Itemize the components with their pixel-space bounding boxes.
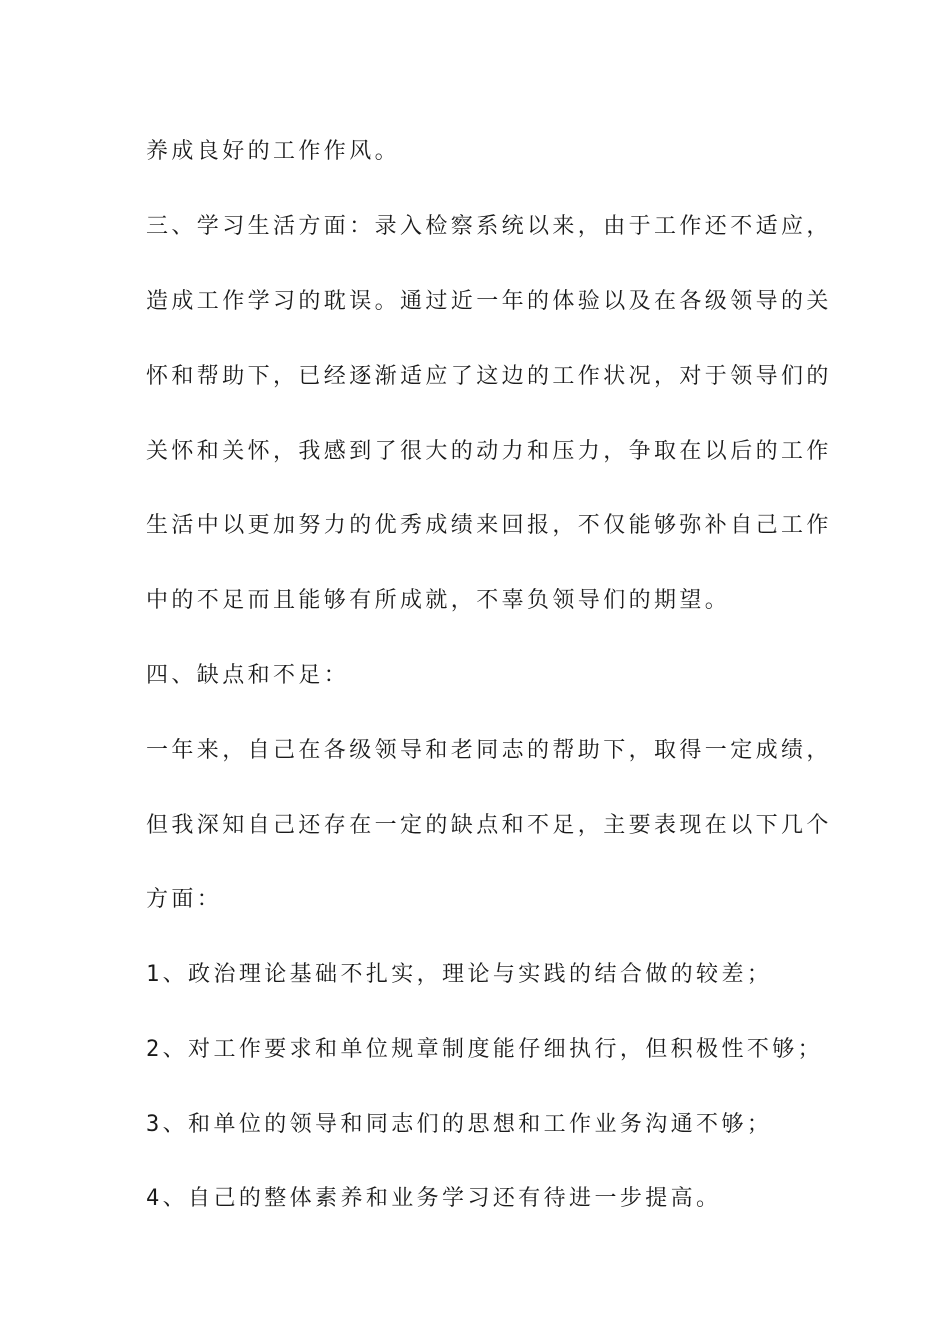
text-line: 4、自己的整体素养和业务学习还有待进一步提高。	[146, 1186, 722, 1211]
text-line: 造成工作学习的耽误。通过近一年的体验以及在各级领导的关	[146, 289, 832, 314]
text-line: 中的不足而且能够有所成就，不辜负领导们的期望。	[146, 588, 731, 613]
text-line: 养成良好的工作作风。	[146, 139, 401, 164]
text-line: 方面：	[146, 887, 223, 912]
text-line: 关怀和关怀，我感到了很大的动力和压力，争取在以后的工作	[146, 439, 832, 464]
text-line: 一年来，自己在各级领导和老同志的帮助下，取得一定成绩，	[146, 738, 832, 763]
text-line: 2、对工作要求和单位规章制度能仔细执行，但积极性不够；	[146, 1037, 824, 1062]
text-line: 1、政治理论基础不扎实，理论与实践的结合做的较差；	[146, 962, 773, 987]
text-line: 3、和单位的领导和同志们的思想和工作业务沟通不够；	[146, 1112, 773, 1137]
text-line: 怀和帮助下，已经逐渐适应了这边的工作状况，对于领导们的	[146, 364, 832, 389]
text-line: 三、学习生活方面：录入检察系统以来，由于工作还不适应，	[146, 214, 832, 239]
text-line: 生活中以更加努力的优秀成绩来回报，不仅能够弥补自己工作	[146, 513, 832, 538]
text-line: 四、缺点和不足：	[146, 663, 350, 688]
text-line: 但我深知自己还存在一定的缺点和不足，主要表现在以下几个	[146, 813, 832, 838]
